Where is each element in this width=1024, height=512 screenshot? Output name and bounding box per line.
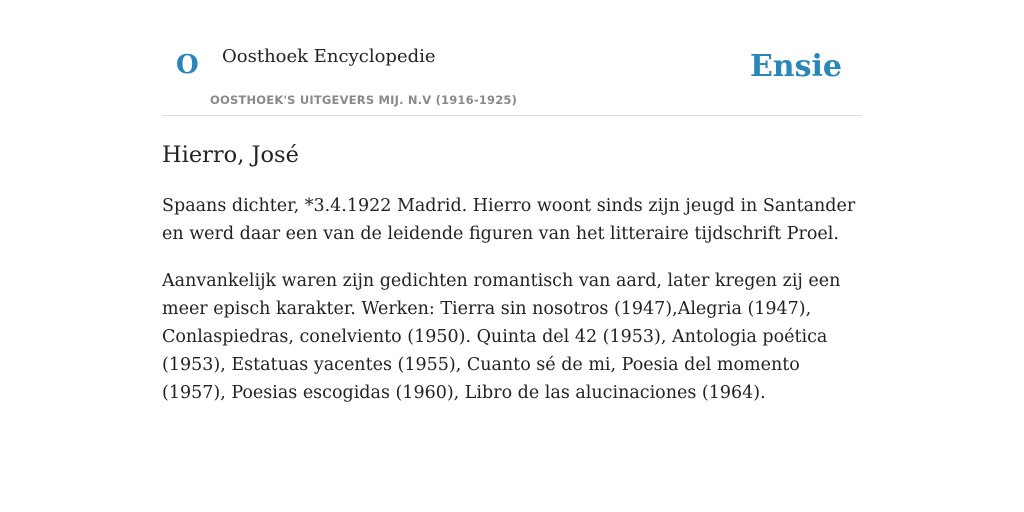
entry-article bbox=[162, 142, 862, 407]
publication-title[interactable]: Oosthoek Encyclopedie bbox=[222, 46, 436, 67]
publication-logo-icon[interactable]: O bbox=[176, 50, 199, 80]
publication-subtitle: OOSTHOEK'S UITGEVERS MIJ. N.V (1916-1925) bbox=[210, 93, 518, 107]
publication-header bbox=[162, 0, 862, 116]
page-container bbox=[162, 0, 862, 407]
entry-paragraph: Aanvankelijk waren zijn gedichten romantisch van aard, later kregen zij een meer episch karakter. Werken: Tierra sin nosotros (1947),Alegria (1947), Conlaspiedras, conelviento (1950). Quinta del 42 (1953), Antologia poética (1953), Estatuas yacentes (1955), Cuanto sé de mi, Poesia del momento (1957), Poesias escogidas (1960), Libro de las alucinaciones (1964). bbox=[162, 271, 841, 403]
entry-paragraph: Spaans dichter, *3.4.1922 Madrid. Hierro woont sinds zijn jeugd in Santander en werd daar een van de leidende figuren van het litteraire tijdschrift Proel. bbox=[162, 196, 856, 244]
entry-title: Hierro, José bbox=[162, 142, 299, 168]
ensie-brand-link[interactable]: Ensie bbox=[749, 49, 842, 84]
